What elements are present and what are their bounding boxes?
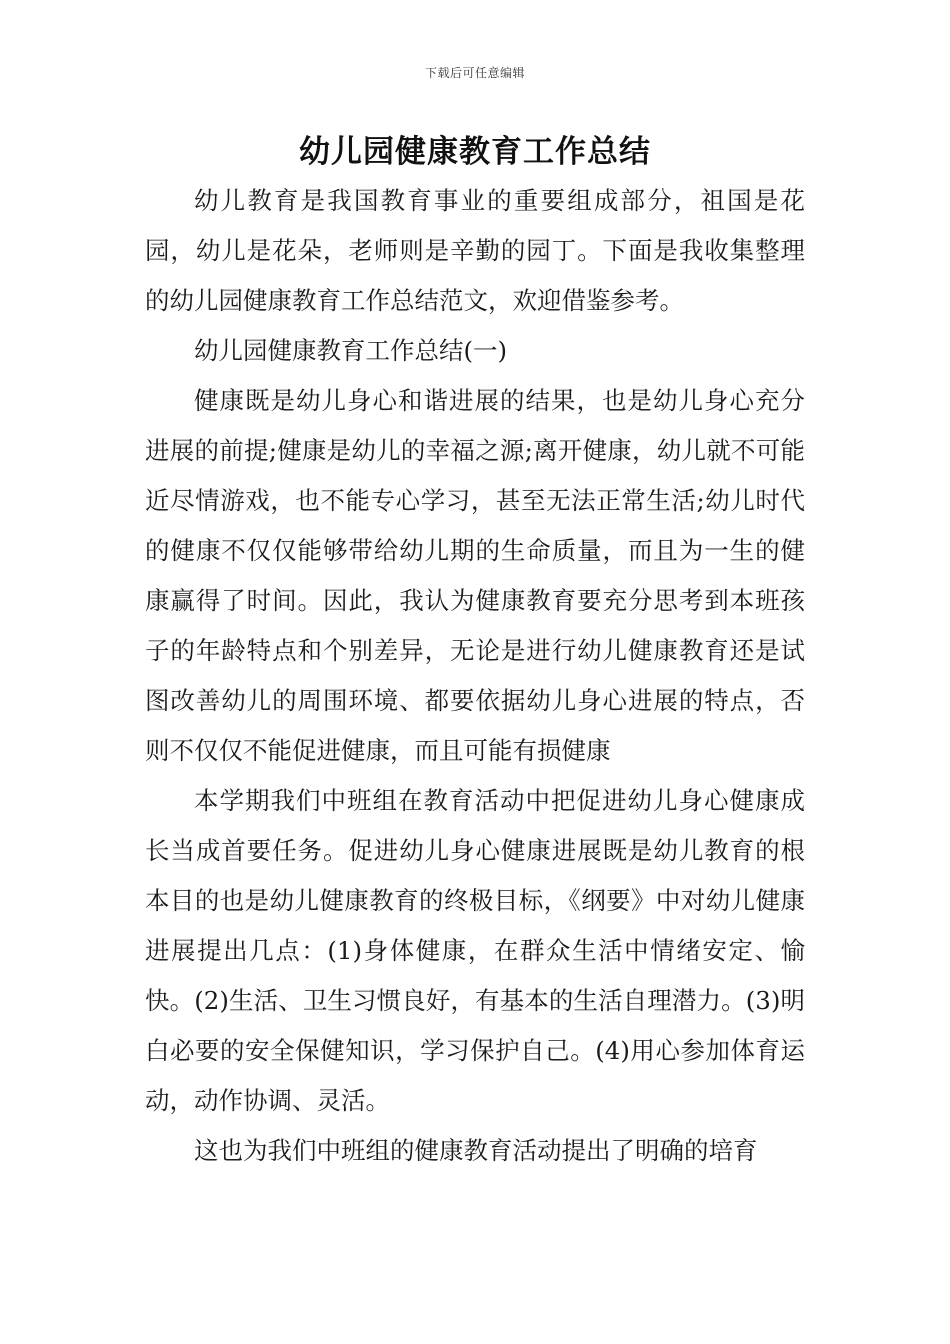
section-heading: 幼儿园健康教育工作总结(一) (194, 336, 508, 365)
document-body (145, 176, 805, 1176)
intro-paragraph: 幼儿教育是我国教育事业的重要组成部分，祖国是花园，幼儿是花朵，老师则是辛勤的园丁。下面是我收集整理的幼儿园健康教育工作总结范文，欢迎借鉴参考。 (145, 186, 805, 315)
body-paragraph-3: 这也为我们中班组的健康教育活动提出了明确的培育 (194, 1136, 758, 1165)
header-note: 下载后可任意编辑 (424, 66, 525, 80)
body-paragraph-1: 健康既是幼儿身心和谐进展的结果，也是幼儿身心充分进展的前提;健康是幼儿的幸福之源;离开健康，幼儿就不可能近尽情游戏，也不能专心学习，甚至无法正常生活;幼儿时代的健康不仅仅能够带给幼儿期的生命质量，而且为一生的健康赢得了时间。因此，我认为健康教育要充分思考到本班孩子的年龄特点和个别差异，无论是进行幼儿健康教育还是试图改善幼儿的周围环境、都要依据幼儿身心进展的特点，否则不仅仅不能促进健康，而且可能有损健康 (145, 386, 805, 765)
document-title: 幼儿园健康教育工作总结 (299, 134, 651, 170)
body-paragraph-2: 本学期我们中班组在教育活动中把促进幼儿身心健康成长当成首要任务。促进幼儿身心健康进展既是幼儿教育的根本目的也是幼儿健康教育的终极目标，《纲要》中对幼儿健康进展提出几点：(1)身体健康，在群众生活中情绪安定、愉快。(2)生活、卫生习惯良好，有基本的生活自理潜力。(3)明白必要的安全保健知识，学习保护自己。(4)用心参加体育运动，动作协调、灵活。 (145, 786, 805, 1115)
